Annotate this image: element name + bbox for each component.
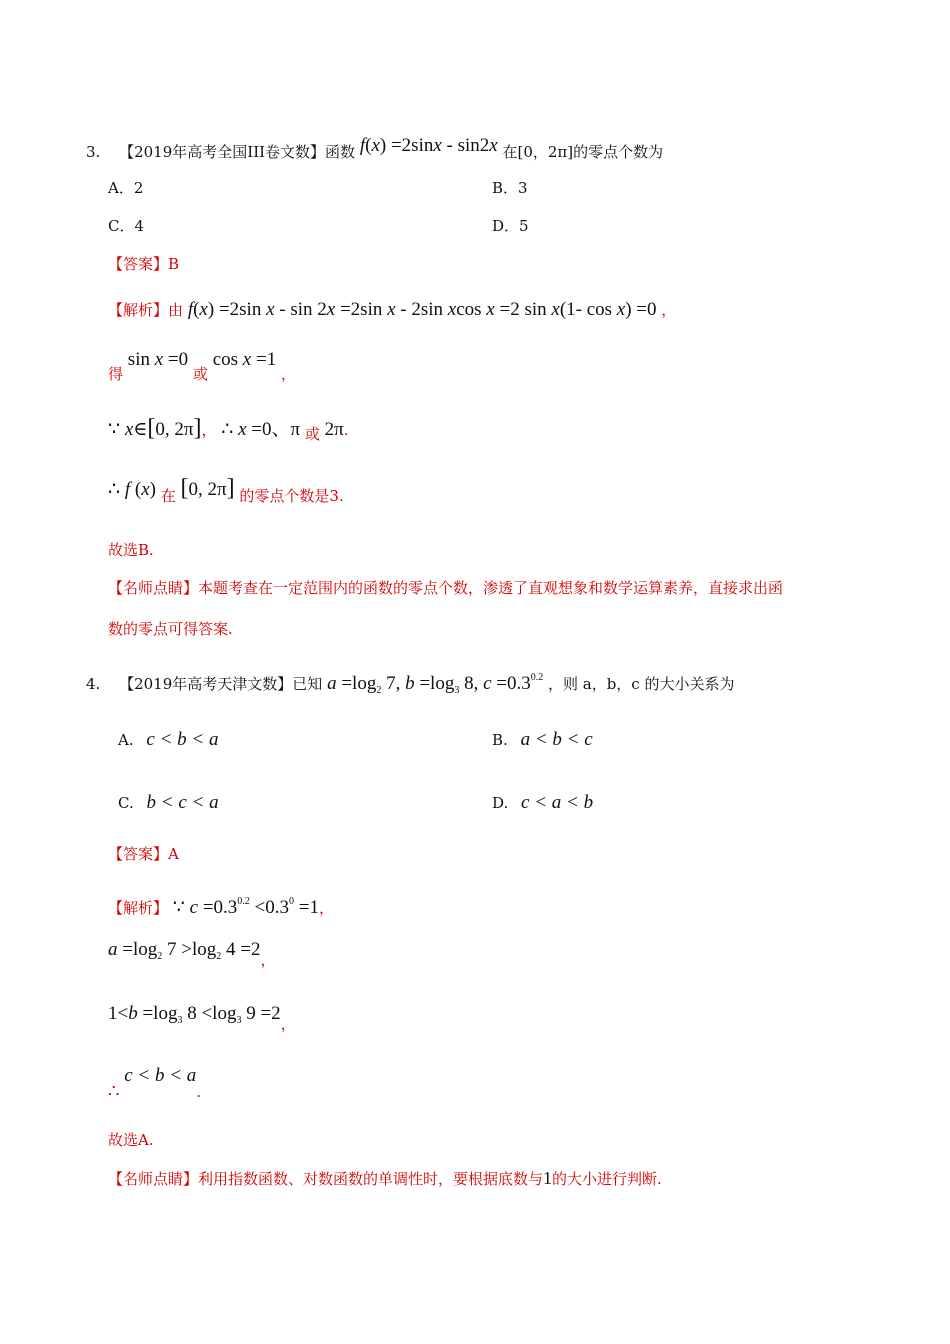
question-source: 【2019年高考全国III卷文数】 xyxy=(119,143,326,161)
option-expr: b < c < a xyxy=(146,792,219,813)
eq-sin: sin x =0 xyxy=(127,349,189,370)
note-text: 本题考查在一定范围内的函数的零点个数，渗透了直观想象和数学运算素养，直接求出函 xyxy=(198,579,784,597)
punct: ， xyxy=(661,301,677,319)
line-a xyxy=(108,940,275,972)
answer-value: A xyxy=(168,845,179,863)
option-expr: c < b < a xyxy=(146,729,219,750)
analysis-formula: ∵ $c =0.3^{0.2} <0.3^0 =1$ xyxy=(172,896,319,918)
stem-text: ，则 a，b，c 的大小关系为 xyxy=(547,675,735,693)
step-1 xyxy=(108,350,296,386)
formula-b: $1<b =\log_3$ $8 <\log_3$ 9 =2 xyxy=(108,1003,281,1026)
q3-stem xyxy=(86,135,664,162)
question-formula: f(x) =2sinx - sin2x xyxy=(359,135,498,156)
question-source: 【2019年高考天津文数】 xyxy=(119,675,293,693)
eq-cos: cos x =1 xyxy=(212,349,277,370)
option-b: B．3 xyxy=(492,179,528,197)
option-letter: A. xyxy=(118,731,134,749)
step-3 xyxy=(108,475,344,510)
answer-value: B xyxy=(168,255,180,273)
analysis-formula: f(x) =2sin x - sin 2x =2sin x - 2sin xcos x =2 sin x(1- cos x) =0 xyxy=(187,299,662,320)
option-c: C．4 xyxy=(108,217,145,235)
option-expr: c < a < b xyxy=(521,792,594,813)
punct: ， xyxy=(280,365,296,383)
note-text: 利用指数函数、对数函数的单调性时，要根据底数与 xyxy=(198,1170,544,1188)
question-number: 3. xyxy=(86,143,101,161)
q4-stem xyxy=(86,668,734,701)
therefore-symbol: ∴ xyxy=(108,1081,120,1102)
option-expr: a < b < c xyxy=(520,729,593,750)
note-line xyxy=(108,1168,662,1189)
option-letter: B. xyxy=(492,731,508,749)
step-text: 或 xyxy=(192,365,208,383)
root-2pi: 2π xyxy=(324,419,344,440)
stem-text: 函数 xyxy=(325,143,356,161)
option-letter: C. xyxy=(118,794,134,812)
analysis-tag: 【解析】 xyxy=(108,899,169,917)
answer-tag: 【答案】 xyxy=(108,255,169,273)
step-text: 在 xyxy=(160,487,176,505)
answer-line xyxy=(108,844,179,864)
answer-tag: 【答案】 xyxy=(108,845,169,863)
option-c xyxy=(118,793,219,813)
therefore-f: ∴ f (x) xyxy=(108,479,156,500)
because-formula: ∵ x∈[0, 2π] xyxy=(108,415,202,441)
step-2 xyxy=(108,415,349,450)
step-text: 得 xyxy=(108,365,124,383)
note-line-1 xyxy=(108,578,783,598)
conclusion-formula: c < b < a xyxy=(124,1065,197,1086)
conclusion-line xyxy=(108,1066,201,1102)
punct: ， xyxy=(280,1015,296,1033)
option-d: D．5 xyxy=(492,217,529,235)
question-number: 4. xyxy=(86,675,101,693)
option-d xyxy=(492,793,593,813)
stem-text: 已知 xyxy=(292,675,323,693)
option-a xyxy=(118,730,218,750)
punct: ， xyxy=(260,951,276,969)
punct: . xyxy=(343,421,349,439)
note-number: 1 xyxy=(543,1168,553,1188)
analysis-text: 由 xyxy=(168,301,184,319)
note-tag: 【名师点睛】 xyxy=(108,1170,199,1188)
punct: . xyxy=(196,1083,202,1101)
stem-text: 在[0，2π]的零点个数为 xyxy=(502,143,664,161)
line-b xyxy=(108,1004,296,1036)
step-text: 或 xyxy=(304,425,320,443)
option-a: A．2 xyxy=(108,179,144,197)
option-letter: D. xyxy=(492,794,509,812)
note-line-2: 数的零点可得答案. xyxy=(108,620,233,638)
punct: ， xyxy=(318,899,334,917)
note-text: 的大小进行判断. xyxy=(552,1170,662,1188)
punct: ， xyxy=(201,421,217,439)
step-text: 的零点个数是3. xyxy=(239,487,344,505)
analysis-tag: 【解析】 xyxy=(108,301,169,319)
question-formula: $a =\log_2$ 7, $b =\log_3$ 8, $c =0.3^{0.2}$ xyxy=(327,672,544,696)
analysis-line xyxy=(108,300,676,320)
interval: [0, 2π] xyxy=(180,475,235,501)
choose-line: 故选A. xyxy=(108,1131,154,1149)
choose-line: 故选B. xyxy=(108,541,154,559)
answer-line xyxy=(108,254,179,274)
option-b xyxy=(492,730,593,750)
note-tag: 【名师点睛】 xyxy=(108,579,199,597)
formula-a: $a =\log_2$ $7 >\log_2$ 4 =2 xyxy=(108,939,261,962)
therefore-formula: ∴ x =0、π xyxy=(221,419,301,440)
analysis-line xyxy=(108,892,334,918)
